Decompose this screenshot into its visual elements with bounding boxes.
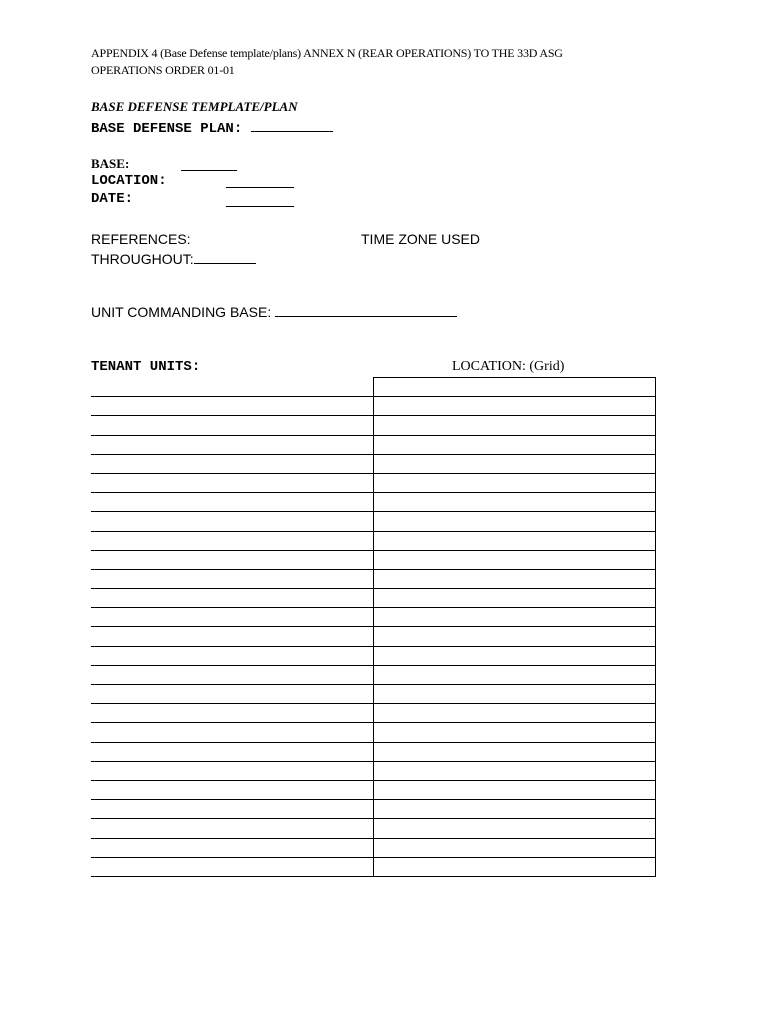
tenant-unit-cell[interactable]	[91, 416, 374, 435]
tenant-unit-cell[interactable]	[91, 819, 374, 838]
tenant-unit-cell[interactable]	[91, 397, 374, 416]
tenant-unit-cell[interactable]	[91, 531, 374, 550]
table-row	[91, 685, 656, 704]
tenant-unit-cell[interactable]	[91, 589, 374, 608]
table-row	[91, 454, 656, 473]
location-grid-cell[interactable]	[374, 589, 656, 608]
location-label: LOCATION:	[91, 173, 167, 189]
table-row	[91, 416, 656, 435]
tenant-unit-cell[interactable]	[91, 838, 374, 857]
date-label: DATE:	[91, 191, 134, 207]
table-row	[91, 512, 656, 531]
location-grid-cell[interactable]	[374, 493, 656, 512]
table-row	[91, 473, 656, 492]
tenant-unit-cell[interactable]	[91, 473, 374, 492]
location-grid-cell[interactable]	[374, 416, 656, 435]
tenant-unit-cell[interactable]	[91, 857, 374, 876]
location-grid-cell[interactable]	[374, 723, 656, 742]
tenant-unit-cell[interactable]	[91, 627, 374, 646]
plan-label: BASE DEFENSE PLAN:	[91, 121, 243, 137]
table-row	[91, 627, 656, 646]
table-row	[91, 531, 656, 550]
tenant-unit-cell[interactable]	[91, 780, 374, 799]
table-row	[91, 397, 656, 416]
plan-row	[91, 121, 333, 137]
table-row	[91, 838, 656, 857]
table-row	[91, 665, 656, 684]
tenant-unit-cell[interactable]	[91, 685, 374, 704]
unit-commanding-row	[91, 304, 457, 320]
header-line-1: APPENDIX 4 (Base Defense template/plans) ANNEX N (REAR OPERATIONS) TO THE 33D ASG	[91, 46, 563, 60]
location-grid-cell[interactable]	[374, 569, 656, 588]
location-grid-cell[interactable]	[374, 627, 656, 646]
tenant-unit-cell[interactable]	[91, 723, 374, 742]
table-row	[91, 761, 656, 780]
location-blank[interactable]	[226, 175, 294, 188]
table-row	[91, 435, 656, 454]
base-label: BASE:	[91, 156, 130, 171]
references-label: REFERENCES:	[91, 231, 191, 247]
tenant-unit-cell[interactable]	[91, 550, 374, 569]
base-blank-wrap	[181, 158, 237, 176]
location-grid-label: LOCATION: (Grid)	[452, 359, 565, 374]
tenant-units-label: TENANT UNITS:	[91, 359, 201, 375]
table-row	[91, 589, 656, 608]
table-row	[91, 800, 656, 819]
table-row	[91, 742, 656, 761]
plan-blank[interactable]	[251, 131, 333, 132]
table-row	[91, 493, 656, 512]
location-grid-cell[interactable]	[374, 761, 656, 780]
header-line-2: OPERATIONS ORDER 01-01	[91, 63, 235, 77]
tenant-unit-cell[interactable]	[91, 512, 374, 531]
table-row	[91, 723, 656, 742]
date-blank-wrap	[226, 194, 294, 212]
throughout-row	[91, 251, 256, 267]
location-grid-cell[interactable]	[374, 704, 656, 723]
location-blank-wrap	[226, 175, 294, 193]
table-row	[91, 569, 656, 588]
timezone-label: TIME ZONE USED	[361, 231, 481, 247]
location-grid-cell[interactable]	[374, 685, 656, 704]
location-grid-cell[interactable]	[374, 800, 656, 819]
location-grid-cell[interactable]	[374, 819, 656, 838]
location-grid-cell[interactable]	[374, 857, 656, 876]
tenant-unit-cell[interactable]	[91, 608, 374, 627]
throughout-label: THROUGHOUT:	[91, 251, 194, 267]
table-row	[91, 550, 656, 569]
base-blank[interactable]	[181, 158, 237, 171]
template-title: BASE DEFENSE TEMPLATE/PLAN	[91, 99, 298, 114]
location-grid-cell[interactable]	[374, 512, 656, 531]
tenant-unit-cell[interactable]	[91, 569, 374, 588]
date-blank[interactable]	[226, 194, 294, 207]
location-grid-cell[interactable]	[374, 646, 656, 665]
tenant-unit-cell[interactable]	[91, 800, 374, 819]
location-grid-cell[interactable]	[374, 550, 656, 569]
tenant-unit-cell[interactable]	[91, 704, 374, 723]
location-grid-cell[interactable]	[374, 378, 656, 397]
location-grid-cell[interactable]	[374, 608, 656, 627]
table-row	[91, 857, 656, 876]
location-grid-cell[interactable]	[374, 665, 656, 684]
location-grid-cell[interactable]	[374, 780, 656, 799]
tenant-units-table	[91, 377, 656, 877]
tenant-unit-cell[interactable]	[91, 646, 374, 665]
table-row	[91, 780, 656, 799]
table-row	[91, 378, 656, 397]
tenant-unit-cell[interactable]	[91, 761, 374, 780]
location-grid-cell[interactable]	[374, 838, 656, 857]
throughout-blank[interactable]	[194, 263, 256, 264]
table-row	[91, 608, 656, 627]
table-row	[91, 646, 656, 665]
location-grid-cell[interactable]	[374, 435, 656, 454]
tenant-unit-cell[interactable]	[91, 742, 374, 761]
tenant-unit-cell[interactable]	[91, 435, 374, 454]
location-grid-cell[interactable]	[374, 531, 656, 550]
table-row	[91, 704, 656, 723]
tenant-unit-cell[interactable]	[91, 493, 374, 512]
location-grid-cell[interactable]	[374, 454, 656, 473]
unit-commanding-blank[interactable]	[275, 316, 457, 317]
tenant-unit-cell[interactable]	[91, 454, 374, 473]
location-grid-cell[interactable]	[374, 397, 656, 416]
location-grid-cell[interactable]	[374, 742, 656, 761]
unit-commanding-label: UNIT COMMANDING BASE:	[91, 304, 272, 320]
tenant-unit-cell[interactable]	[91, 378, 374, 397]
tenant-unit-cell[interactable]	[91, 665, 374, 684]
table-row	[91, 819, 656, 838]
location-grid-cell[interactable]	[374, 473, 656, 492]
